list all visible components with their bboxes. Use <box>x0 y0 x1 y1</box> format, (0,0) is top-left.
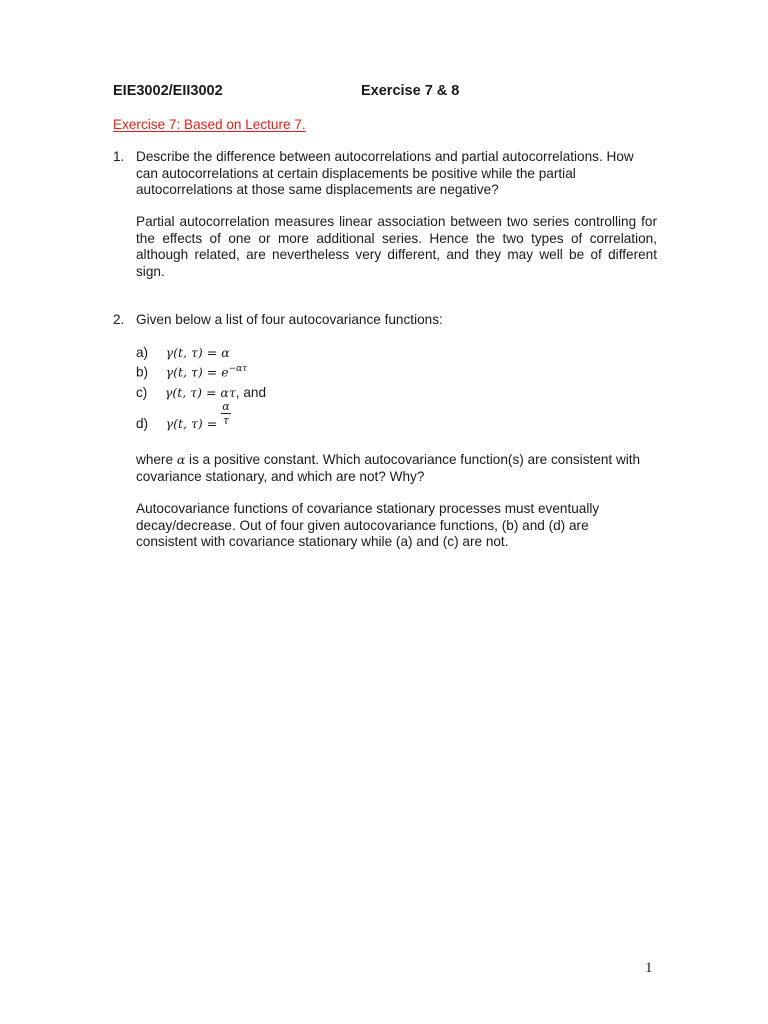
item-b-lhs: γ(t, τ) = <box>165 364 222 380</box>
question-2-number: 2. <box>113 312 125 327</box>
item-d-numerator: α <box>222 400 230 413</box>
question-1-text <box>136 149 646 199</box>
where-suffix: is a positive constant. Which autocovariance function(s) are consistent with covariance stationary, and which are not? Why? <box>136 452 641 484</box>
page-number: 1 <box>645 960 653 976</box>
where-alpha: α <box>176 452 186 467</box>
item-a-label: a) <box>136 345 149 360</box>
where-prefix: where <box>136 452 177 467</box>
item-c-lhs: γ(t, τ) = <box>164 385 221 400</box>
item-c-rhs: ατ <box>220 385 236 400</box>
item-d-lhs: γ(t, τ) = <box>165 415 222 431</box>
section-heading: Exercise 7: Based on Lecture 7. <box>113 117 306 132</box>
function-item-c <box>136 385 266 400</box>
item-a-lhs: γ(t, τ) = <box>165 345 222 360</box>
question-2-answer <box>136 501 621 551</box>
item-b-rhs: e <box>221 364 229 380</box>
question-2-where <box>136 452 656 485</box>
question-2-intro: Given below a list of four autocovariance functions: <box>136 312 443 327</box>
function-item-d <box>136 400 231 437</box>
function-item-a <box>136 345 230 360</box>
item-b-label: b) <box>136 364 149 380</box>
question-1-answer-text: Partial autocorrelation measures linear association between two series controlling for the effects of one or more additional series. Hence the two types of correlation, although related, are nevertheless very different, and they may well be of different sign. <box>136 214 657 279</box>
question-2-answer-text: Autocovariance functions of covariance stationary processes must eventually decay/decrease. Out of four given autocovariance functions, (b) and (d) are consistent with covariance stationary while (a) and (c) are not. <box>136 501 600 549</box>
function-item-b <box>136 364 247 380</box>
item-c-label: c) <box>136 385 148 400</box>
item-b-exponent: −ατ <box>228 364 248 374</box>
question-1-number: 1. <box>113 149 125 164</box>
item-d-label: d) <box>136 415 149 431</box>
course-code: EIE3002/EII3002 <box>113 83 223 99</box>
item-d-denominator: τ <box>222 414 229 427</box>
item-d-fraction <box>221 401 230 427</box>
item-c-suffix: , and <box>235 385 267 400</box>
question-1-prompt: Describe the difference between autocorrelations and partial autocorrelations. How can autocorrelations at certain displacements be positive while the partial autocorrelations at those same displacements are negative? <box>136 149 634 197</box>
question-1-answer <box>136 214 657 280</box>
page-title: Exercise 7 & 8 <box>361 83 460 99</box>
item-a-rhs: α <box>221 345 230 360</box>
